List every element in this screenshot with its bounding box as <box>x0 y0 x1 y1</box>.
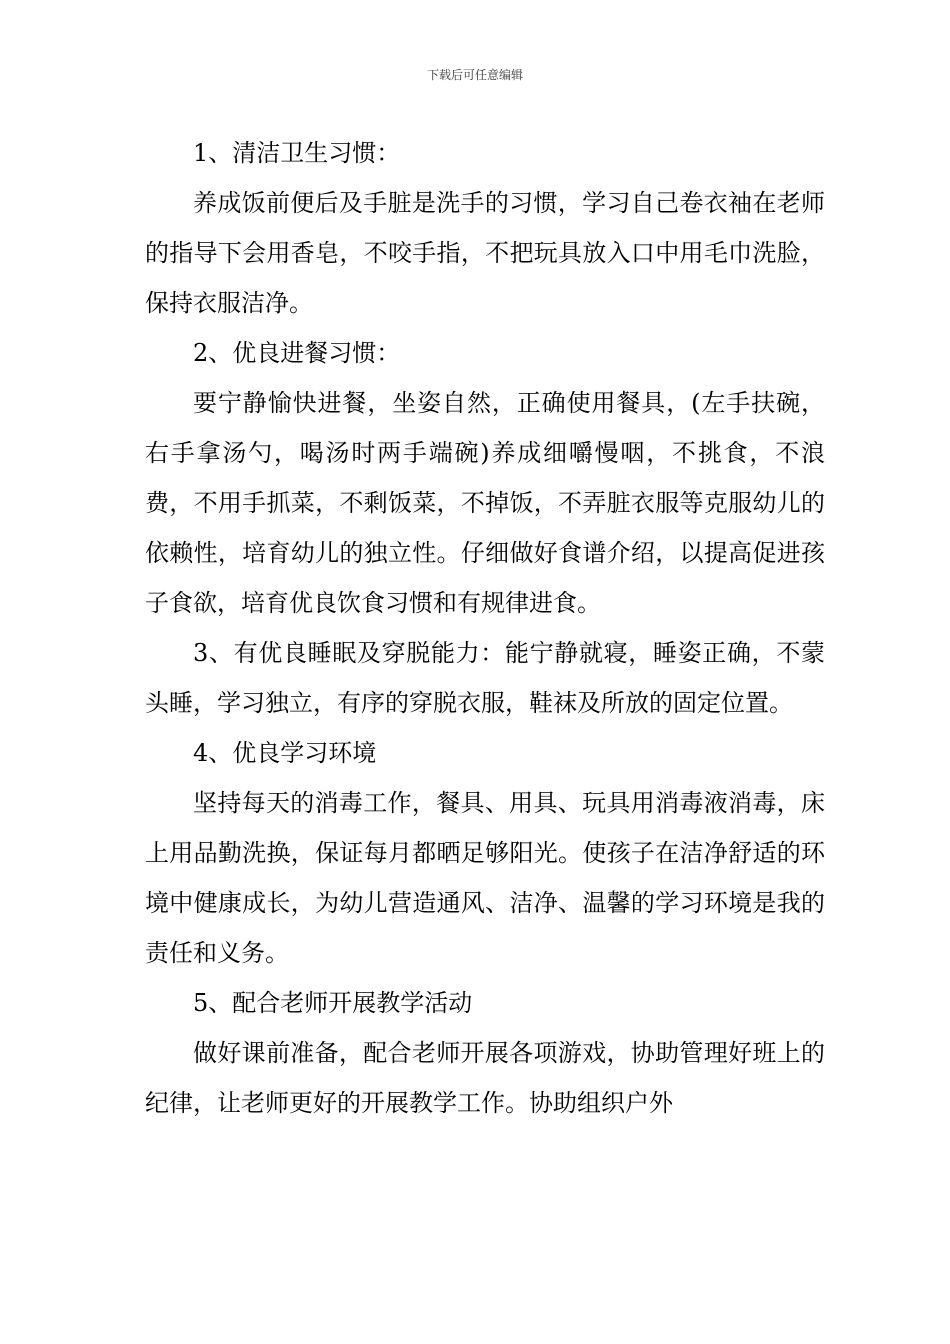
body-paragraph: 养成饭前便后及手脏是洗手的习惯，学习自己卷衣袖在老师的指导下会用香皂，不咬手指，不把玩具放入口中用毛巾洗脸，保持衣服洁净。 <box>145 189 825 317</box>
section-heading: 2、优良进餐习惯： <box>193 339 401 367</box>
section-heading: 5、配合老师开展教学活动 <box>193 989 473 1017</box>
body-paragraph: 要宁静愉快进餐，坐姿自然，正确使用餐具，(左手扶碗，右手拿汤勺，喝汤时两手端碗)养成细嚼慢咽，不挑食，不浪费，不用手抓菜，不剩饭菜，不掉饭，不弄脏衣服等克服幼儿的依赖性，培育幼儿的独立性。仔细做好食谱介绍，以提高促进孩子食欲，培育优良饮食习惯和有规律进食。 <box>145 389 825 617</box>
header-note: 下载后可任意编辑 <box>426 68 523 82</box>
document-body <box>145 128 825 1128</box>
body-paragraph: 坚持每天的消毒工作，餐具、用具、玩具用消毒液消毒，床上用品勤洗换，保证每月都晒足够阳光。使孩子在洁净舒适的环境中健康成长，为幼儿营造通风、洁净、温馨的学习环境是我的责任和义务。 <box>145 789 825 967</box>
body-paragraph: 3、有优良睡眠及穿脱能力：能宁静就寝，睡姿正确，不蒙头睡，学习独立，有序的穿脱衣服，鞋袜及所放的固定位置。 <box>145 639 825 717</box>
section-heading: 4、优良学习环境 <box>193 739 377 767</box>
body-paragraph: 做好课前准备，配合老师开展各项游戏，协助管理好班上的纪律，让老师更好的开展教学工作。协助组织户外 <box>145 1039 825 1117</box>
section-heading: 1、清洁卫生习惯： <box>193 139 401 167</box>
